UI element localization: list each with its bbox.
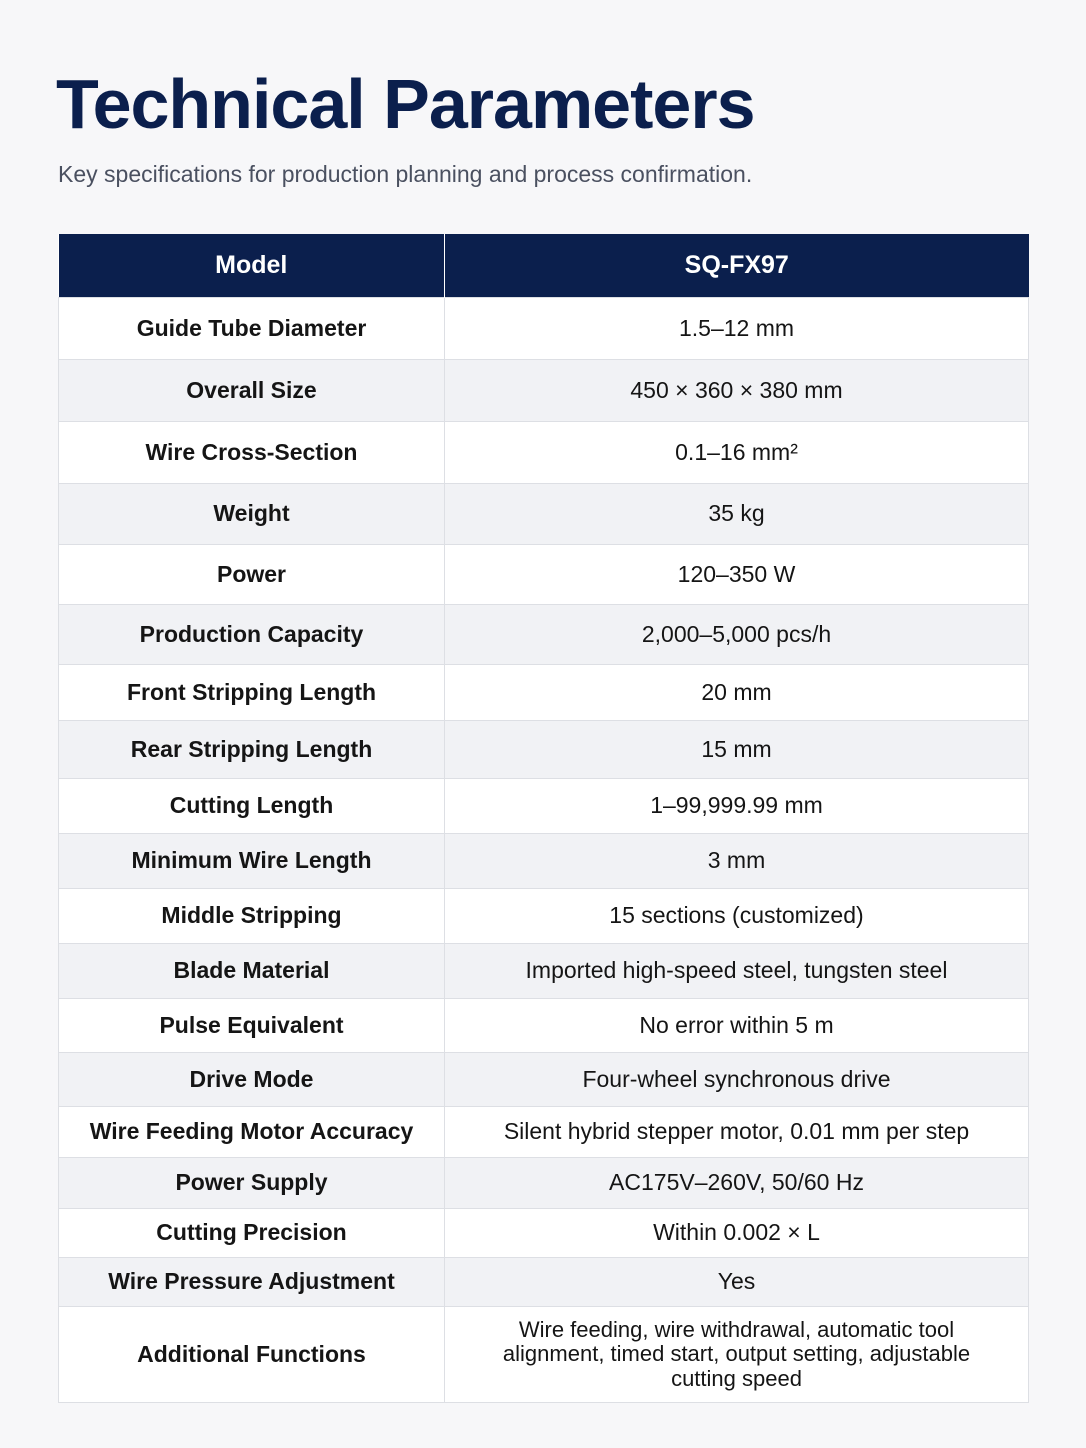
- table-row: [59, 721, 1029, 779]
- table-row: [59, 1258, 1029, 1307]
- param-label: Power Supply: [59, 1158, 445, 1209]
- table-row: [59, 999, 1029, 1053]
- param-label: Guide Tube Diameter: [59, 298, 445, 360]
- table-row: [59, 889, 1029, 944]
- param-label: Minimum Wire Length: [59, 834, 445, 889]
- param-value: 0.1–16 mm²: [445, 422, 1029, 484]
- param-label: Wire Cross-Section: [59, 422, 445, 484]
- param-value: No error within 5 m: [445, 999, 1029, 1053]
- param-label: Front Stripping Length: [59, 665, 445, 721]
- param-value: Imported high-speed steel, tungsten steel: [445, 944, 1029, 999]
- table-row: [59, 422, 1029, 484]
- param-label: Pulse Equivalent: [59, 999, 445, 1053]
- spec-table: [58, 234, 1029, 1403]
- table-row: [59, 944, 1029, 999]
- param-label: Drive Mode: [59, 1053, 445, 1107]
- param-label: Production Capacity: [59, 605, 445, 665]
- table-row: [59, 605, 1029, 665]
- param-value: Within 0.002 × L: [445, 1209, 1029, 1258]
- param-value: 2,000–5,000 pcs/h: [445, 605, 1029, 665]
- param-value: 1.5–12 mm: [445, 298, 1029, 360]
- table-row: [59, 484, 1029, 545]
- table-row: [59, 1053, 1029, 1107]
- param-value: 15 sections (customized): [445, 889, 1029, 944]
- param-label: Middle Stripping: [59, 889, 445, 944]
- table-row: [59, 779, 1029, 834]
- param-value: 35 kg: [445, 484, 1029, 545]
- table-row: [59, 545, 1029, 605]
- param-value: Four-wheel synchronous drive: [445, 1053, 1029, 1107]
- table-row: [59, 1158, 1029, 1209]
- param-value: 3 mm: [445, 834, 1029, 889]
- param-label: Additional Functions: [59, 1307, 445, 1403]
- table-row: [59, 1307, 1029, 1403]
- param-value: 1–99,999.99 mm: [445, 779, 1029, 834]
- table-row: [59, 1209, 1029, 1258]
- table-row: [59, 298, 1029, 360]
- page-title: Technical Parameters: [56, 65, 755, 143]
- table-header-row: [59, 234, 1029, 298]
- page-subtitle: Key specifications for production planning and process confirmation.: [58, 161, 753, 187]
- param-value: 450 × 360 × 380 mm: [445, 360, 1029, 422]
- table-row: [59, 834, 1029, 889]
- table-row: [59, 360, 1029, 422]
- param-label: Overall Size: [59, 360, 445, 422]
- param-label: Cutting Length: [59, 779, 445, 834]
- param-label: Cutting Precision: [59, 1209, 445, 1258]
- param-value: 15 mm: [445, 721, 1029, 779]
- param-label: Wire Feeding Motor Accuracy: [59, 1107, 445, 1158]
- param-value: Silent hybrid stepper motor, 0.01 mm per step: [445, 1107, 1029, 1158]
- param-label: Weight: [59, 484, 445, 545]
- param-value: 20 mm: [445, 665, 1029, 721]
- param-value: 120–350 W: [445, 545, 1029, 605]
- param-label: Power: [59, 545, 445, 605]
- param-label: Blade Material: [59, 944, 445, 999]
- param-value: Yes: [445, 1258, 1029, 1307]
- table-row: [59, 1107, 1029, 1158]
- param-label: Rear Stripping Length: [59, 721, 445, 779]
- param-value: AC175V–260V, 50/60 Hz: [445, 1158, 1029, 1209]
- param-value: Wire feeding, wire withdrawal, automatic tool alignment, timed start, output setting, adjustable cutting speed: [445, 1307, 1029, 1403]
- param-label: Wire Pressure Adjustment: [59, 1258, 445, 1307]
- column-header-value: SQ-FX97: [445, 234, 1029, 298]
- column-header-model: Model: [59, 234, 445, 298]
- table-row: [59, 665, 1029, 721]
